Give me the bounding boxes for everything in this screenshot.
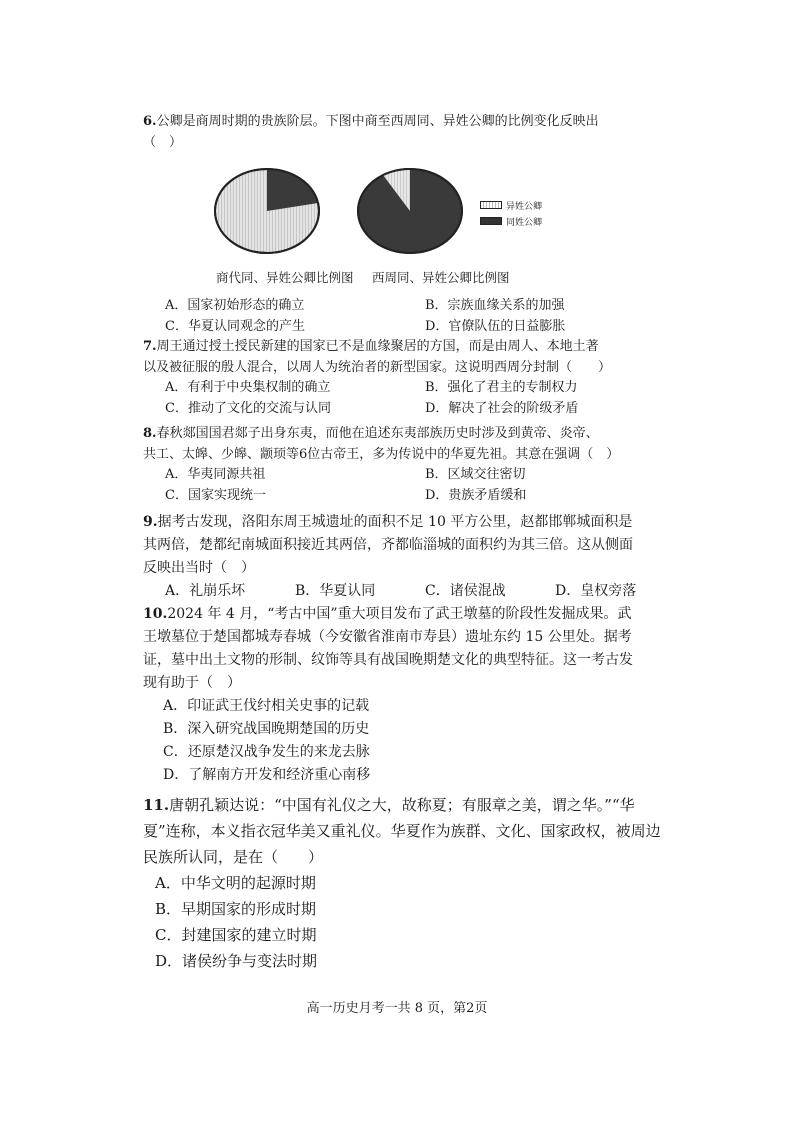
question-stem-line: 夏”连称，本义指衣冠华美又重礼仪。华夏作为族群、文化、国家政权，被周边 xyxy=(143,822,661,840)
option-a[interactable]: A．礼崩乐坏 xyxy=(165,583,246,599)
legend-swatch-same xyxy=(480,217,502,225)
question-stem-line: 民族所认同，是在（ ） xyxy=(143,848,324,866)
option-d[interactable]: D．了解南方开发和经济重心南移 xyxy=(163,767,371,783)
option-a[interactable]: A．华夷同源共祖 xyxy=(165,467,266,482)
option-a[interactable]: A．国家初始形态的确立 xyxy=(165,298,305,313)
option-a[interactable]: A．印证武王伐纣相关史事的记载 xyxy=(163,698,370,714)
option-d[interactable]: D．贵族矛盾缓和 xyxy=(425,487,527,503)
option-c[interactable]: C．国家实现统一 xyxy=(165,487,266,503)
caption-western-zhou: 西周同、异姓公卿比例图 xyxy=(372,270,510,285)
option-b[interactable]: B．区域交往密切 xyxy=(425,467,526,482)
question-number: 6. xyxy=(143,114,157,129)
question-stem-line: 以及被征服的殷人混合，以周人为统治者的新型国家。这说明西周分封制（ ） xyxy=(143,359,612,375)
question-stem-line: 周王通过授土授民新建的国家已不是血缘聚居的方国，而是由周人、本地土著 xyxy=(156,339,599,354)
option-c[interactable]: C．还原楚汉战争发生的来龙去脉 xyxy=(163,744,370,760)
page-footer: 高一历史月考一共 8 页，第2页 xyxy=(306,1001,488,1016)
option-c[interactable]: C．推动了文化的交流与认同 xyxy=(165,400,331,416)
question-stem-line: 春秋郯国国君郯子出身东夷，而他在追述东夷部族历史时涉及到黄帝、炎帝、 xyxy=(156,426,599,441)
question-stem-line: 2024 年 4 月，“考古中国”重大项目发布了武王墩墓的阶段性发掘成果。武 xyxy=(167,606,632,622)
question-number: 10. xyxy=(143,606,168,622)
option-a[interactable]: A．中华文明的起源时期 xyxy=(155,874,316,892)
option-d[interactable]: D．诸侯纷争与变法时期 xyxy=(155,952,318,970)
option-b[interactable]: B．宗族血缘关系的加强 xyxy=(425,298,565,313)
question-stem-line: 唐朝孔颖达说：“中国有礼仪之大，故称夏；有服章之美，谓之华。”“华 xyxy=(169,796,635,814)
option-d[interactable]: D．解决了社会的阶级矛盾 xyxy=(425,400,579,416)
question-stem-line: 据考古发现，洛阳东周王城遗址的面积不足 10 平方公里，赵都邯郸城面积是 xyxy=(157,514,633,530)
question-9 xyxy=(143,511,703,603)
question-8 xyxy=(143,424,703,506)
legend-swatch-different xyxy=(480,201,502,209)
option-a[interactable]: A．有利于中央集权制的确立 xyxy=(165,380,331,395)
question-number: 8. xyxy=(143,426,157,441)
pie-chart-shang xyxy=(212,166,322,256)
answer-paren: （ ） xyxy=(143,134,183,150)
question-number: 9. xyxy=(143,514,158,530)
pie-legend xyxy=(480,197,542,229)
question-7 xyxy=(143,337,703,419)
option-b[interactable]: B．强化了君主的专制权力 xyxy=(425,380,578,395)
option-c[interactable]: C．诸侯混战 xyxy=(425,583,506,599)
question-number: 7. xyxy=(143,339,157,354)
question-stem-line: 共工、太皞、少皞、颛顼等6位古帝王，多为传说中的华夏先祖。其意在强调（ ） xyxy=(143,446,620,462)
question-6-options xyxy=(143,296,703,337)
question-11 xyxy=(143,792,703,974)
caption-shang: 商代同、异姓公卿比例图 xyxy=(216,270,354,285)
legend-label-different: 异姓公卿 xyxy=(506,201,543,212)
option-d[interactable]: D．皇权旁落 xyxy=(555,583,637,599)
question-stem-line: 王墩墓位于楚国都城寿春城（今安徽省淮南市寿县）遗址东约 15 公里处。据考 xyxy=(143,629,632,645)
option-b[interactable]: B．早期国家的形成时期 xyxy=(155,900,317,918)
question-stem-line: 证，墓中出土文物的形制、纹饰等具有战国晚期楚文化的典型特征。这一考古发 xyxy=(143,652,633,668)
option-c[interactable]: C．华夏认同观念的产生 xyxy=(165,318,305,334)
option-d[interactable]: D．官僚队伍的日益膨胀 xyxy=(425,318,566,334)
question-stem-line: 现有助于（ ） xyxy=(143,675,241,691)
option-b[interactable]: B．深入研究战国晚期楚国的历史 xyxy=(163,721,370,737)
question-stem-line: 反映出当时（ ） xyxy=(143,560,255,576)
option-c[interactable]: C．封建国家的建立时期 xyxy=(155,926,317,944)
pie-chart-western-zhou xyxy=(355,166,465,256)
question-stem: 公卿是商周时期的贵族阶层。下图中商至西周同、异姓公卿的比例变化反映出 xyxy=(156,114,599,129)
question-stem-line: 其两倍，楚都纪南城面积接近其两倍，齐都临淄城的面积约为其三倍。这从侧面 xyxy=(143,537,633,553)
legend-label-same: 同姓公卿 xyxy=(506,217,543,228)
option-b[interactable]: B．华夏认同 xyxy=(295,583,376,599)
question-6 xyxy=(143,112,703,153)
question-10 xyxy=(143,603,703,787)
question-number: 11. xyxy=(143,796,170,814)
